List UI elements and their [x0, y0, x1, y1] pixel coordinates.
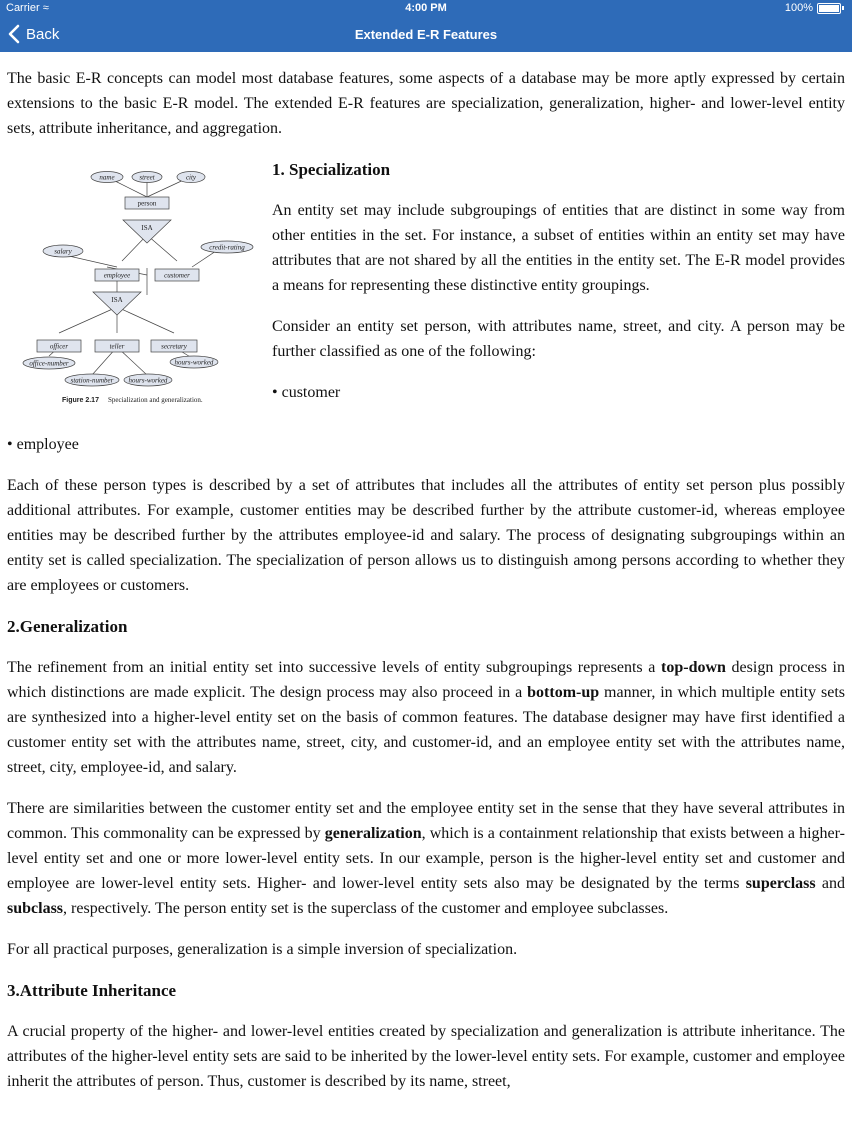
attr-street: street	[139, 173, 155, 182]
figure-caption-text: Specialization and generalization.	[108, 396, 203, 404]
navigation-bar	[0, 18, 852, 52]
section-heading-attribute-inheritance: 3.Attribute Inheritance	[7, 981, 177, 1000]
article-content	[7, 66, 845, 1110]
attr-office-number: office-number	[29, 359, 69, 368]
generalization-paragraph-3: For all practical purposes, generalization is a simple inversion of specialization.	[7, 941, 518, 958]
generalization-paragraph-2: There are similarities between the customer entity set and the employee entity set in the sense that they have several attributes in common. This commonality can be expressed by generalization, which is a containment relationship that exists between a higher-level entity set and one or more lower-level entity sets. In our example, person is the higher-level entity set and customer and employee are lower-level entity sets. Higher- and lower-level entity sets also may be designated by the terms superclass and subclass, respectively. The person entity set is the superclass of the customer and employee subclasses.	[7, 800, 845, 917]
entity-customer: customer	[164, 271, 190, 280]
status-time: 4:00 PM	[405, 2, 447, 14]
bullet-employee: • employee	[7, 436, 79, 453]
attr-hours-worked-2: hours-worked	[128, 376, 168, 385]
figure-caption-label: Figure 2.17	[62, 397, 99, 404]
battery-icon	[817, 3, 841, 14]
attr-name: name	[99, 173, 115, 182]
specialization-paragraph-3: Each of these person types is described by a set of attributes that includes all the attributes of entity set person plus possibly additional attributes. For example, customer entities may be described further by the attribute customer-id, whereas employee entities may be described further by the attributes employee-id and salary. The process of designating subgroupings within an entity set is called specialization. The specialization of person allows us to distinguish among persons according to whether they are employees or customers.	[7, 477, 845, 594]
attr-station-number: station-number	[70, 376, 114, 385]
term-subclass: subclass	[7, 900, 64, 917]
er-diagram	[7, 157, 267, 432]
attr-hours-worked-1: hours-worked	[174, 358, 214, 367]
term-generalization: generalization	[324, 825, 422, 842]
wifi-icon: ≈	[42, 2, 49, 14]
attr-city: city	[185, 173, 197, 182]
specialization-paragraph-1: An entity set may include subgroupings of entities that are distinct in some way from other entities in the set. For instance, a subset of entities within an entity set may have attributes that are not shared by all the entities in the entity set. The E-R model provides a means for representing these distinctive entity groupings.	[272, 202, 845, 294]
term-superclass: superclass	[745, 875, 816, 892]
generalization-paragraph-1: The refinement from an initial entity set into successive levels of entity subgroupings represents a top-down design process in which distinctions are made explicit. The design process may also proceed in a bottom-up manner, in which multiple entity sets are synthesized into a higher-level entity set on the basis of common features. The database designer may have first identified a customer entity set with the attributes name, street, city, and customer-id, and an employee entity set with the attributes name, street, city, employee-id, and salary.	[7, 659, 846, 776]
bullet-customer: • customer	[272, 384, 341, 401]
entity-officer: officer	[49, 342, 69, 351]
isa-top: ISA	[141, 224, 153, 232]
attr-salary: salary	[54, 247, 72, 256]
entity-person: person	[137, 199, 157, 208]
isa-bottom: ISA	[111, 296, 123, 304]
back-label: Back	[26, 25, 60, 43]
battery-percent: 100%	[784, 2, 813, 14]
page-title: Extended E-R Features	[354, 27, 498, 42]
term-top-down: top-down	[661, 659, 726, 676]
status-bar	[0, 0, 852, 18]
term-bottom-up: bottom-up	[527, 684, 600, 701]
entity-employee: employee	[103, 271, 131, 280]
entity-secretary: secretary	[161, 342, 187, 351]
carrier-label: Carrier ≈	[6, 2, 49, 14]
inheritance-paragraph-1: A crucial property of the higher- and lower-level entities created by specialization and generalization is attribute inheritance. The attributes of the higher-level entity sets are said to be inherited by the lower-level entity sets. For example, customer and employee inherit the attributes of person. Thus, customer is described by its name, street,	[7, 1023, 845, 1090]
er-diagram-figure	[7, 157, 272, 432]
intro-paragraph: The basic E-R concepts can model most database features, some aspects of a database may be more aptly expressed by certain extensions to the basic E-R model. The extended E-R features are specialization, generalization, higher- and lower-level entity sets, attribute inheritance, and aggregation.	[7, 70, 845, 137]
attr-credit-rating: credit-rating	[209, 243, 245, 252]
entity-teller: teller	[109, 342, 125, 351]
battery-indicator	[785, 2, 844, 14]
specialization-paragraph-2: Consider an entity set person, with attributes name, street, and city. A person may be further classified as one of the following:	[272, 318, 845, 360]
section-heading-generalization: 2.Generalization	[7, 617, 128, 636]
section-heading-specialization: 1. Specialization	[272, 160, 391, 179]
